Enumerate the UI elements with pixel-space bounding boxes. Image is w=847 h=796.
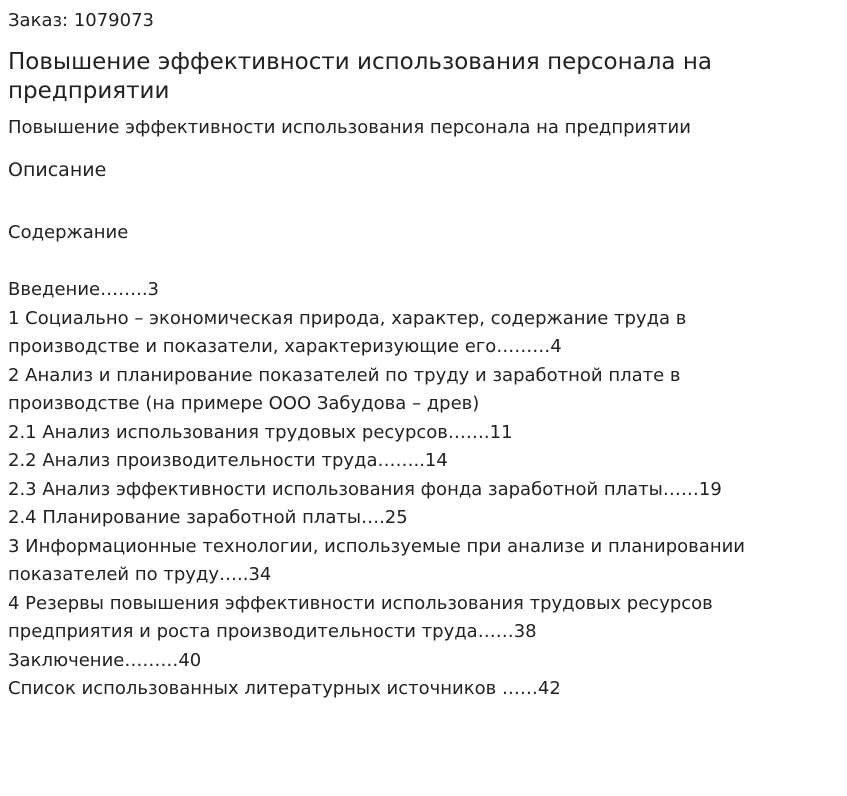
toc-item: 2.4 Планирование заработной платы….25 [8, 507, 408, 528]
toc-item: Заключение………40 [8, 649, 202, 671]
toc-item: Список использованных литературных источников ……42 [8, 678, 561, 699]
toc-item: Введение……..3 [8, 279, 159, 300]
toc-item: 2.3 Анализ эффективности использования фонда заработной платы……19 [8, 478, 722, 500]
contents-heading: Содержание [8, 222, 129, 243]
toc-item: 2.2 Анализ производительности труда……..14 [8, 450, 448, 471]
description-heading: Описание [8, 159, 107, 181]
page-subtitle: Повышение эффективности использования персонала на предприятии [8, 117, 691, 138]
toc-item: 3 Информационные технологии, используемые при анализе и планировании показателей по труду…..34 [8, 535, 745, 585]
toc-item: 4 Резервы повышения эффективности использования трудовых ресурсов предприятия и роста производительности труда……38 [8, 592, 713, 642]
page-title: Повышение эффективности использования персонала на предприятии [8, 49, 712, 104]
order-number: Заказ: 1079073 [8, 10, 154, 31]
table-of-contents [8, 276, 808, 704]
toc-item: 2 Анализ и планирование показателей по труду и заработной плате в производстве (на примере ООО Забудова – древ) [8, 364, 681, 414]
toc-item: 2.1 Анализ использования трудовых ресурсов…….11 [8, 421, 513, 443]
toc-item: 1 Социально – экономическая природа, характер, содержание труда в производстве и показатели, характеризующие его………4 [8, 307, 687, 357]
